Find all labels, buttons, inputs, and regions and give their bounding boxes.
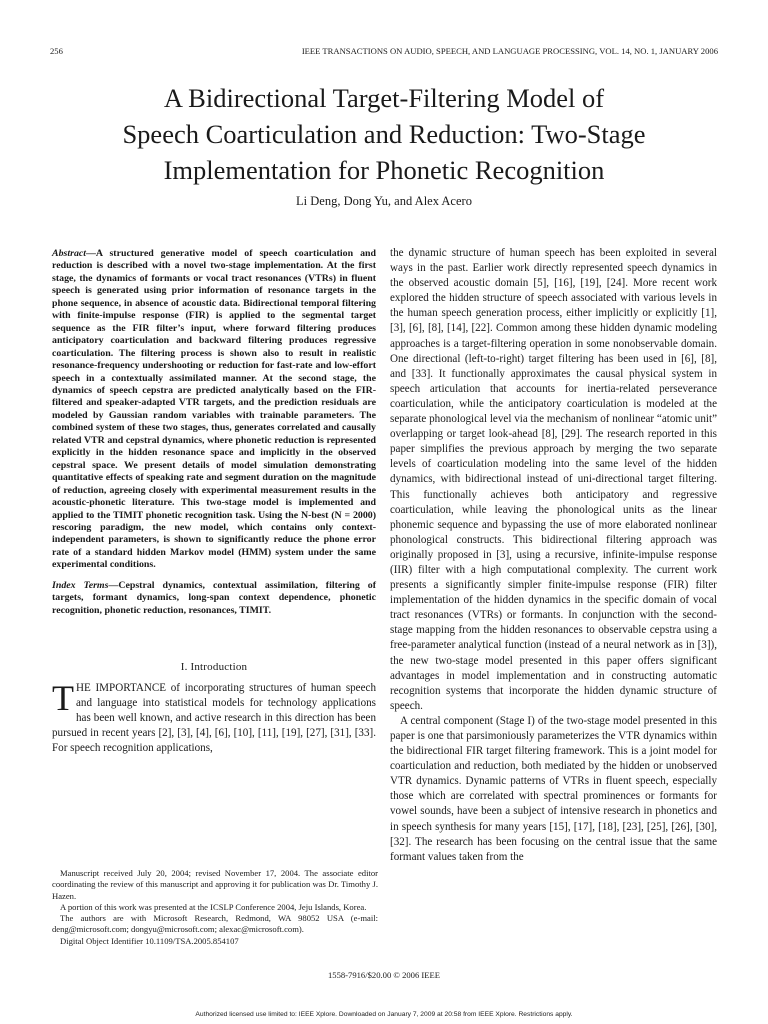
intro-text: HE IMPORTANCE of incorporating structures of human speech and language into statistical models for technology applications has been well known, and active research in this direction has been pursued in recent years [2], [3], [4], [6], [10], [11], [19], [27], [31], [33]. For speech recognition applications, bbox=[52, 682, 376, 755]
footnotes bbox=[52, 868, 378, 947]
abstract-text: —A structured generative model of speech coarticulation and reduction is described with a novel two-stage implementation. At the first stage, the dynamics of formants or vocal tract resonances (VTRs) in fluent speech is generated using prior information of resonance targets in the phone sequence, in absence of acoustic data. Bidirectional temporal filtering with finite-impulse response (FIR) is applied to the segmental target sequence as the FIR filter’s input, where forward filtering produces anticipatory coarticulation and backward filtering produces regressive coarticulation. The filtering process is shown also to result in realistic resonance-frequency undershooting or reduction for fast-rate and low-effort speech in a contextually assimilated manner. At the second stage, the dynamics of speech cepstra are predicted analytically based on the FIR-filtered and speaker-adapted VTR targets, and the prediction residuals are modeled by Gaussian random variables with trainable parameters. The combined system of these two stages, thus, generates correlated and causally related VTR and cepstral dynamics, where phonetic reduction is represented explicitly in the hidden resonance space and implicitly in the observed cepstral space. We present details of model simulation demonstrating quantitative effects of speaking rate and segment duration on the magnitude of reduction, agreeing closely with experimental measurement results in the acoustic-phonetic literature. This two-stage model is implemented and applied to the TIMIT phonetic recognition task. Using the N-best (N = 2000) rescoring paradigm, the new model, which contains only context-independent parameters, is shown to significantly reduce the phone error rate of a standard hidden Markov model (HMM) system under the same experimental conditions. bbox=[52, 248, 376, 571]
section-heading: I. Introduction bbox=[180, 661, 248, 674]
body-paragraph: the dynamic structure of human speech has been exploited in several ways in the past. Earlier work directly represented speech dynamics in the observed acoustic domain [5], [16], [19], [24]. More recent work explored the hidden structure of speech associated with various levels in the human speech generation process, either implicitly or explicitly [1], [3], [6], [8], [14], [22]. Common among these hidden dynamic modeling approaches is a target-filtering operation in some nonobservable domain. One directional (left-to-right) target filtering has been used in [6], [8], and [33]. It functionally approximates the causal physical system in speech articulation that accounts for inertia-related perseverance coarticulation, while the anticipatory coarticulation is modeled at the separate phonological level via the mechanism of nonlinear “atomic unit” overlapping or target look-ahead [8], [29]. The research reported in this paper simplifies the previous approach by merging the two separate levels of coarticulation modeling into the same level of the hidden dynamics, with bidirectional instead of uni-directional target filtering. This functionally achieves both anticipatory and regressive coarticulation, while leaving the phonological units as the linear phonemic sequence and bypassing the use of more elaborated nonlinear phonological constructs. This bidirectional filtering approach was originally proposed in [3], using a recursive, infinite-impulse response (IIR) filter with a high computational complexity. The current work presents a significantly simpler finite-impulse response (FIR) filter implementation of the hidden dynamics in the specific domain of vocal tract resonances (VTRs) or formants. In conjunction with the second-stage mapping from the hidden resonances to observable cepstra using a free-parameter analytical function (instead of a neural network as in [3]), the new two-stage model presented in this paper offers significant advantages in model implementation and in constructing automatic recognition systems that incorporate the hidden dynamic structure of speech. bbox=[390, 247, 717, 712]
index-terms bbox=[52, 580, 376, 617]
right-column bbox=[390, 246, 717, 865]
page-number: 256 bbox=[50, 46, 63, 56]
intro-paragraph bbox=[52, 678, 376, 756]
title-line: Speech Coarticulation and Reduction: Two-Stage bbox=[122, 119, 646, 149]
footnote: A portion of this work was presented at the ICSLP Conference 2004, Jeju Islands, Korea. bbox=[60, 901, 367, 912]
abstract bbox=[52, 248, 376, 572]
paper-title bbox=[60, 80, 708, 188]
footnote: Digital Object Identifier 10.1109/TSA.2005.854107 bbox=[60, 935, 239, 946]
license-notice: Authorized licensed use limited to: IEEE Xplore. Downloaded on January 7, 2009 at 20:58 from IEEE Xplore. Restrictions apply. bbox=[195, 1011, 573, 1018]
index-terms-label: Index Terms bbox=[52, 579, 109, 591]
copyright-line: 1558-7916/$20.00 © 2006 IEEE bbox=[327, 970, 441, 980]
author-list: Li Deng, Dong Yu, and Alex Acero bbox=[296, 194, 472, 208]
running-header bbox=[50, 46, 718, 56]
title-line: Implementation for Phonetic Recognition bbox=[163, 155, 605, 185]
title-line: A Bidirectional Target-Filtering Model of bbox=[163, 83, 605, 113]
footnote: The authors are with Microsoft Research, Redmond, WA 98052 USA (e-mail: deng@microsoft.com; dongyu@microsoft.com; alexac@microsoft.com). bbox=[52, 913, 378, 935]
abstract-label: Abstract bbox=[52, 248, 87, 259]
drop-cap: T bbox=[52, 678, 74, 719]
body-paragraph: A central component (Stage I) of the two-stage model presented in this paper is one that parsimoniously parameterizes the VTR dynamics within the bidirectional FIR target filtering framework. This is a joint model for coarticulation and reduction, both mediated by the hidden or unobserved VTR dynamics. Dynamic patterns of VTRs in fluent speech, especially those which are correlated with spectral prominences or formants for vowel sounds, have been a subject of intensive research in phonetics and in speech synthesis for many years [15], [17], [18], [23], [25], [26], [30], [32]. The research has been focusing on the central issue that the same formant values taken from the bbox=[390, 714, 717, 863]
index-terms-text: —Cepstral dynamics, contextual assimilation, filtering of targets, formant dynamics, long-span context dependence, phonetic recognition, phonetic reduction, resonances, TIMIT. bbox=[52, 579, 376, 616]
left-column bbox=[52, 248, 376, 757]
footnote: Manuscript received July 20, 2004; revised November 17, 2004. The associate editor coordinating the review of this manuscript and approving it for publication was Dr. Timothy J. Hazen. bbox=[52, 868, 378, 901]
journal-name: IEEE TRANSACTIONS ON AUDIO, SPEECH, AND LANGUAGE PROCESSING, VOL. 14, NO. 1, JANUARY 2006 bbox=[301, 46, 718, 56]
